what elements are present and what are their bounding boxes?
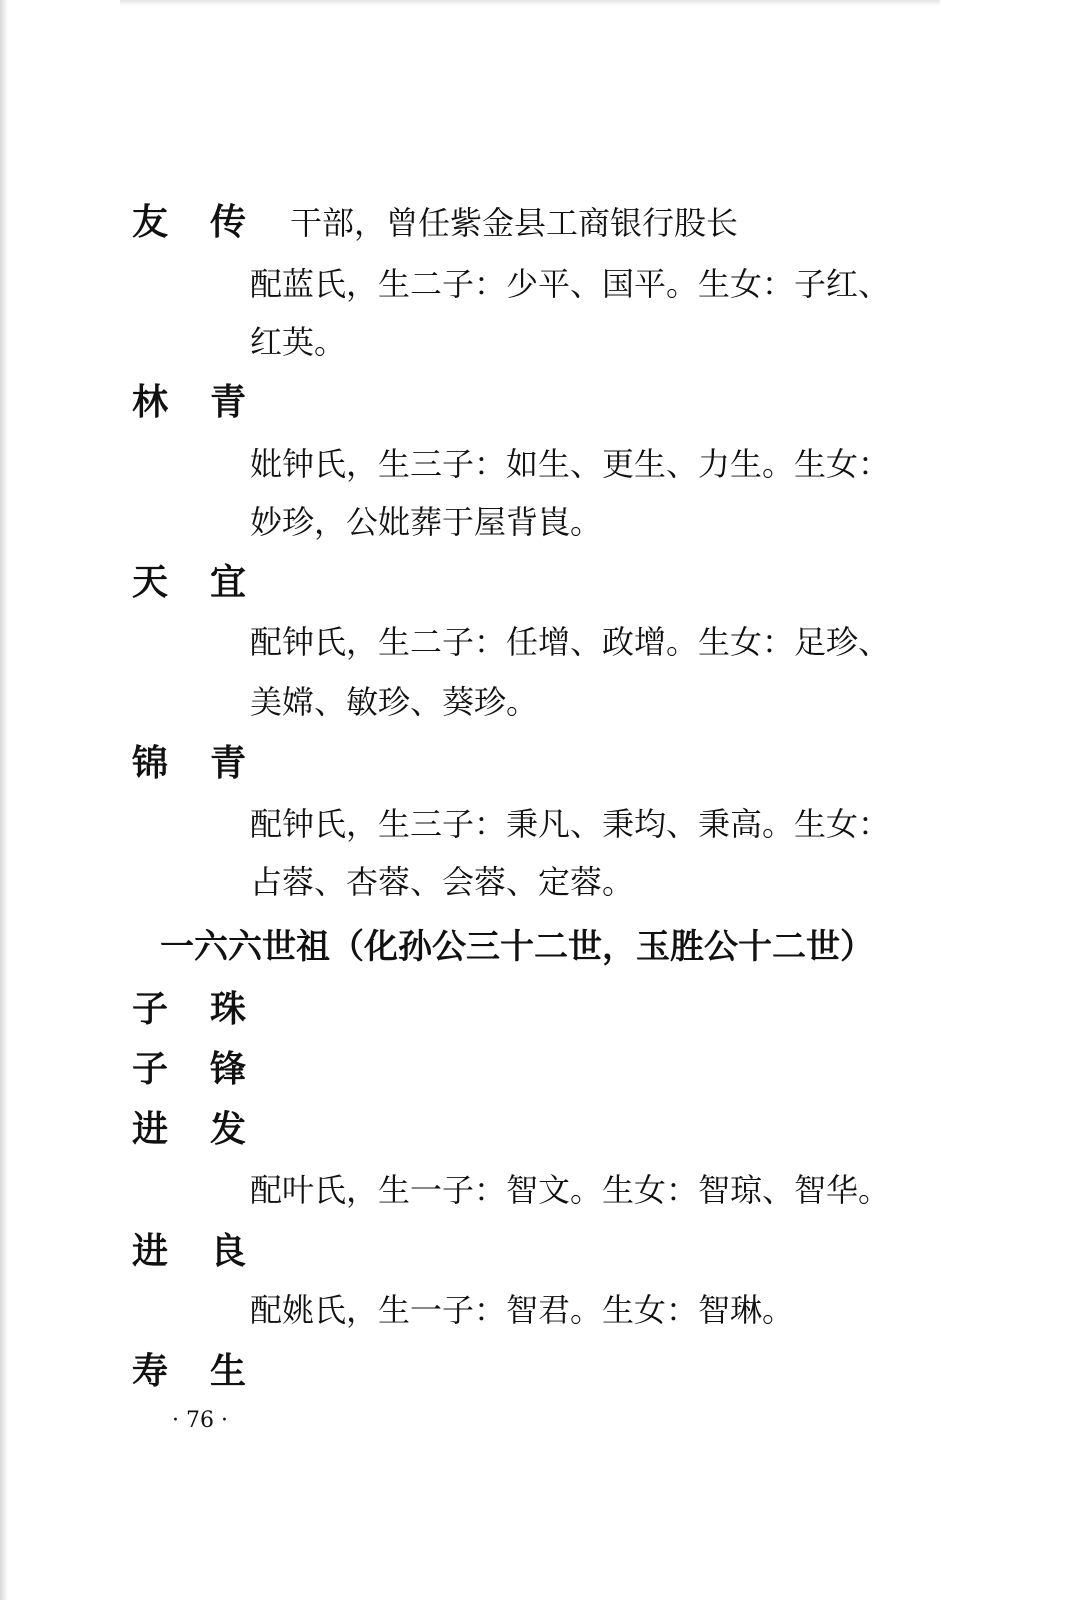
scan-smudge — [120, 0, 940, 6]
entry-name-youchuan: 友传 — [132, 202, 289, 243]
page-number: · 76 · — [172, 1408, 228, 1433]
entry-line: 配钟氏，生二子：任增、政增。生女：足珍、 — [250, 623, 891, 661]
entry-name-linqing: 林青 — [132, 382, 289, 423]
entry-name-tianyi: 天宜 — [132, 562, 289, 603]
generation-heading: 一六六世祖（化孙公三十二世，玉胜公十二世） — [160, 927, 874, 967]
entry-name-jinqing: 锦青 — [132, 743, 289, 784]
entry-name-zifeng: 子锋 — [132, 1049, 289, 1090]
entry-name-zizhu: 子珠 — [132, 989, 289, 1030]
entry-line: 妣钟氏，生三子：如生、更生、力生。生女： — [250, 445, 891, 483]
entry-line: 配钟氏，生三子：秉凡、秉均、秉高。生女： — [250, 805, 891, 843]
entry-name-shousheng: 寿生 — [132, 1351, 289, 1392]
entry-line: 配叶氏，生一子：智文。生女：智琼、智华。 — [250, 1171, 891, 1209]
entry-line: 红英。 — [250, 323, 347, 361]
entry-line: 妙珍，公妣葬于屋背崀。 — [250, 503, 603, 541]
entry-line: 配蓝氏，生二子：少平、国平。生女：子红、 — [250, 265, 891, 303]
entry-name-jinfa: 进发 — [132, 1109, 289, 1150]
entry-description-youchuan: 干部，曾任紫金县工商银行股长 — [290, 204, 739, 242]
entry-name-jinliang: 进良 — [132, 1231, 289, 1272]
entry-line: 占蓉、杏蓉、会蓉、定蓉。 — [250, 863, 635, 901]
entry-line: 美嫦、敏珍、葵珍。 — [250, 683, 539, 721]
page-edge-shadow — [0, 0, 8, 1600]
entry-line: 配姚氏，生一子：智君。生女：智琳。 — [250, 1291, 795, 1329]
